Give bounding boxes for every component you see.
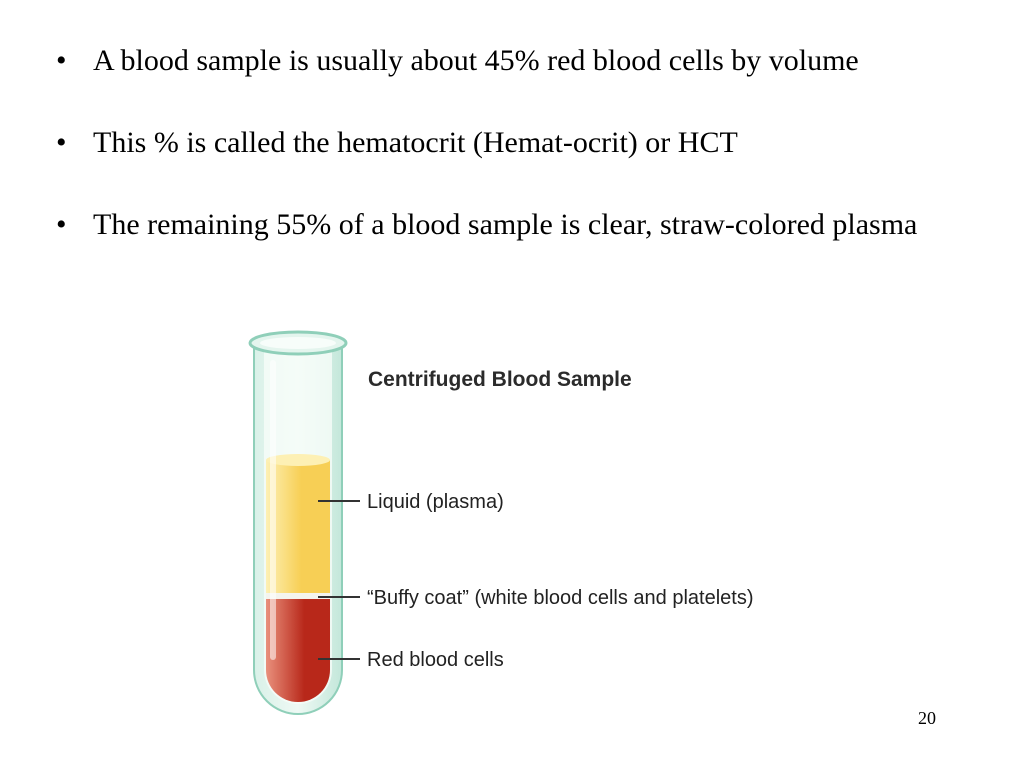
figure-title: Centrifuged Blood Sample: [368, 368, 632, 391]
bullet-text: A blood sample is usually about 45% red blood cells by volume: [93, 44, 859, 77]
bullet-item: [56, 40, 976, 82]
bullet-marker: •: [56, 208, 67, 241]
buffy-coat-label: “Buffy coat” (white blood cells and platelets): [367, 587, 754, 609]
red-cells-label: Red blood cells: [367, 649, 504, 671]
blood-tube-illustration: [240, 320, 840, 730]
glass-highlight: [270, 360, 276, 660]
plasma-label: Liquid (plasma): [367, 491, 504, 513]
bullet-text: This % is called the hematocrit (Hemat-ocrit) or HCT: [93, 126, 738, 159]
centrifuged-blood-figure: [240, 320, 840, 730]
bullet-item: [56, 122, 976, 164]
bullet-marker: •: [56, 126, 67, 159]
bullet-item: [56, 204, 976, 246]
page-number: 20: [918, 708, 936, 728]
bullet-text: The remaining 55% of a blood sample is clear, straw-colored plasma: [93, 208, 918, 241]
bullet-list: [56, 40, 976, 286]
bullet-marker: •: [56, 44, 67, 77]
test-tube-opening: [260, 337, 336, 349]
